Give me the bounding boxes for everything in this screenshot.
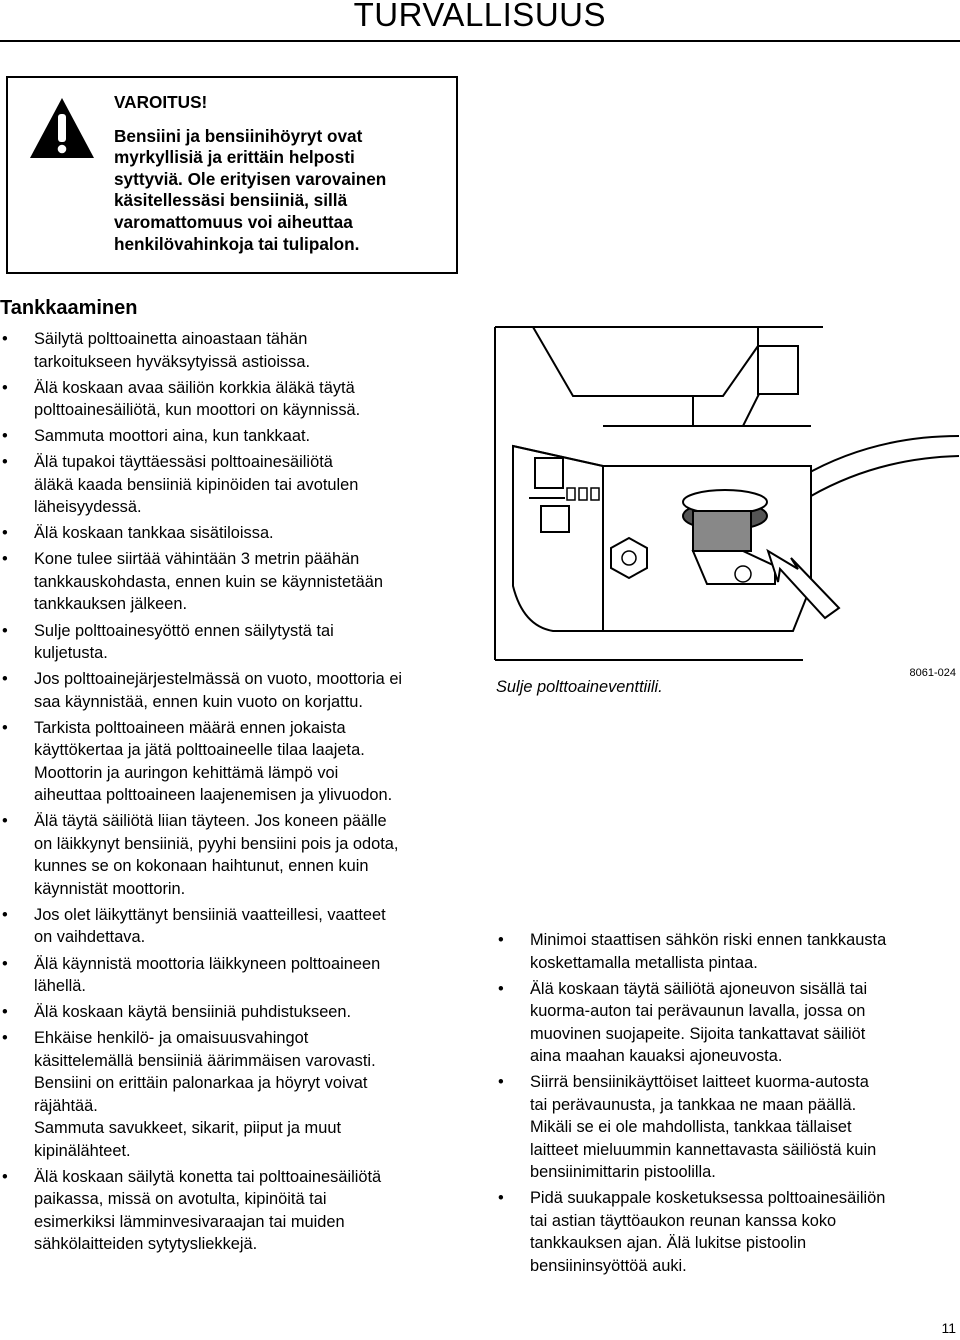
list-item-line: Älä koskaan täytä säiliötä ajoneuvon sisällä tai xyxy=(530,979,868,998)
list-item-line: tai astian täyttöaukon reunan kanssa koko xyxy=(530,1211,837,1230)
bullet-icon: • xyxy=(498,979,504,998)
list-item xyxy=(0,810,478,900)
warning-text xyxy=(114,92,454,255)
list-item xyxy=(0,328,478,373)
list-item xyxy=(0,904,478,949)
list-item-line: kunnes se on kokonaan haihtunut, ennen kuin xyxy=(34,857,369,876)
list-item-line: käsittelemällä bensiiniä äärimmäisen varovasti. xyxy=(34,1051,376,1070)
header-rule xyxy=(0,40,960,42)
list-item-line: Älä koskaan tankkaa sisätiloissa. xyxy=(34,524,274,543)
safety-list-right xyxy=(496,929,956,1281)
list-item-line: Älä koskaan käytä bensiiniä puhdistukseen. xyxy=(34,1003,352,1022)
list-item-line: tai perävaunusta, ja tankkaa ne maan päällä. xyxy=(530,1095,857,1114)
list-item-line: Sulje polttoainesyöttö ennen säilytystä tai xyxy=(34,621,334,640)
list-item-line: käyttökertaa ja jätä polttoaineelle tilaa laajeta. xyxy=(34,741,365,760)
list-item xyxy=(0,717,478,807)
warning-triangle-icon xyxy=(28,96,96,160)
list-item-line: polttoainesäiliötä, kun moottori on käynnissä. xyxy=(34,401,361,420)
list-item-line: tankkauksen ajan. Älä lukitse pistoolin xyxy=(530,1234,807,1253)
bullet-icon: • xyxy=(2,524,8,543)
list-item-line: aiheuttaa polttoaineen laajenemisen ja ylivuodon. xyxy=(34,786,393,805)
list-item-line: on vaihdettava. xyxy=(34,928,146,947)
list-item-line: koskettamalla metallista pintaa. xyxy=(530,953,758,972)
warning-line: käsitellessäsi bensiiniä, sillä xyxy=(114,190,348,211)
list-item-line: Ehkäise henkilö- ja omaisuusvahingot xyxy=(34,1029,309,1048)
list-item xyxy=(0,1001,478,1024)
warning-line: myrkyllisiä ja erittäin helposti xyxy=(114,147,355,168)
list-item-line: aina maahan kauaksi ajoneuvosta. xyxy=(530,1047,783,1066)
bullet-icon: • xyxy=(2,1167,8,1186)
bullet-icon: • xyxy=(498,1073,504,1092)
bullet-icon: • xyxy=(2,1029,8,1048)
list-item xyxy=(0,668,478,713)
list-item-line: Jos polttoainejärjestelmässä on vuoto, moottoria ei xyxy=(34,670,403,689)
list-item xyxy=(0,522,478,545)
figure-caption: Sulje polttoaineventtiili. xyxy=(496,678,663,696)
list-item xyxy=(0,548,478,616)
list-item xyxy=(496,978,956,1068)
warning-line: henkilövahinkoja tai tulipalon. xyxy=(114,233,360,254)
list-item-line: Pidä suukappale kosketuksessa polttoainesäiliön xyxy=(530,1189,886,1208)
list-item-line: sähkölaitteiden sytytysliekkejä. xyxy=(34,1235,258,1254)
list-item-line: Älä koskaan säilytä konetta tai polttoainesäiliötä xyxy=(34,1167,382,1186)
warning-box xyxy=(6,76,458,274)
list-item-line: Bensiini on erittäin palonarkaa ja höyryt voivat xyxy=(34,1074,368,1093)
bullet-icon: • xyxy=(2,670,8,689)
list-item xyxy=(0,953,478,998)
bullet-icon: • xyxy=(2,550,8,569)
list-item xyxy=(496,1187,956,1277)
list-item-line: paikassa, missä on avotulta, kipinöitä tai xyxy=(34,1190,327,1209)
list-item-line: Säilytä polttoainetta ainoastaan tähän xyxy=(34,330,308,348)
list-item-line: esimerkiksi lämminvesivaraajan tai muiden xyxy=(34,1212,345,1231)
bullet-icon: • xyxy=(2,812,8,831)
list-item-line: äläkä kaada bensiiniä kipinöiden tai avotulen xyxy=(34,475,359,494)
section-title: Tankkaaminen xyxy=(0,297,138,319)
list-item-line: käynnistät moottorin. xyxy=(34,879,186,898)
list-item-line: Jos olet läikyttänyt bensiiniä vaatteillesi, vaatteet xyxy=(34,905,386,924)
list-item-line: Kone tulee siirtää vähintään 3 metrin päähän xyxy=(34,550,360,569)
list-item-line: bensiininsyöttöä auki. xyxy=(530,1256,687,1275)
list-item-line: läheisyydessä. xyxy=(34,498,142,517)
list-item-line: Älä täytä säiliötä liian täyteen. Jos koneen päälle xyxy=(34,812,387,831)
list-item-line: Sammuta moottori aina, kun tankkaat. xyxy=(34,427,311,446)
page-number: 11 xyxy=(941,1320,956,1336)
list-item-line: kuljetusta. xyxy=(34,644,108,663)
bullet-icon: • xyxy=(2,427,8,446)
bullet-icon: • xyxy=(2,378,8,397)
bullet-icon: • xyxy=(2,954,8,973)
warning-line: syttyviä. Ole erityisen varovainen xyxy=(114,168,387,189)
list-item-line: Siirrä bensiinikäyttöiset laitteet kuorma-autosta xyxy=(530,1073,869,1092)
list-item-line: tankkauksen jälkeen. xyxy=(34,595,188,614)
bullet-icon: • xyxy=(2,330,8,348)
list-item xyxy=(496,929,956,974)
bullet-icon: • xyxy=(2,1003,8,1022)
list-item-line: Sammuta savukkeet, sikarit, piiput ja muut xyxy=(34,1119,341,1138)
warning-line: Bensiini ja bensiinihöyryt ovat xyxy=(114,125,363,146)
list-item-line: saa käynnistää, ennen kuin vuoto on korjattu. xyxy=(34,692,363,711)
list-item-line: Minimoi staattisen sähkön riski ennen tankkausta xyxy=(530,931,887,949)
list-item xyxy=(0,1027,478,1162)
list-item xyxy=(0,425,478,448)
list-item xyxy=(0,377,478,422)
bullet-icon: • xyxy=(2,453,8,472)
bullet-icon: • xyxy=(2,621,8,640)
bullet-icon: • xyxy=(498,931,504,949)
list-item-line: Mikäli se ei ole mahdollista, tankkaa tällaiset xyxy=(530,1118,852,1137)
list-item xyxy=(0,451,478,519)
bullet-icon: • xyxy=(2,905,8,924)
bullet-icon: • xyxy=(2,718,8,737)
list-item-line: tarkoitukseen hyväksytyissä astioissa. xyxy=(34,352,311,371)
bullet-icon: • xyxy=(498,1189,504,1208)
warning-title: VAROITUS! xyxy=(114,92,208,112)
list-item-line: lähellä. xyxy=(34,977,86,996)
list-item-line: muovinen suojapeite. Sijoita tankattavat säiliöt xyxy=(530,1024,866,1043)
list-item xyxy=(496,1071,956,1184)
list-item-line: tankkauskohdasta, ennen kuin se käynnistetään xyxy=(34,572,383,591)
list-item-line: Älä käynnistä moottoria läikkyneen polttoaineen xyxy=(34,954,381,973)
fuel-valve-illustration xyxy=(493,326,960,662)
list-item-line: Älä tupakoi täyttäessäsi polttoainesäiliötä xyxy=(34,453,333,472)
list-item-line: räjähtää. xyxy=(34,1096,98,1115)
safety-list-left xyxy=(0,328,478,1259)
list-item-line: kipinälähteet. xyxy=(34,1141,131,1160)
list-item-line: Tarkista polttoaineen määrä ennen jokaista xyxy=(34,718,346,737)
list-item-line: on läikkynyt bensiiniä, pyyhi bensiini pois ja odota, xyxy=(34,834,399,853)
figure-code: 8061-024 xyxy=(909,667,956,679)
list-item-line: Älä koskaan avaa säiliön korkkia äläkä täytä xyxy=(34,378,355,397)
list-item-line: kuorma-auton tai perävaunun lavalla, jossa on xyxy=(530,1002,866,1021)
warning-line: varomattomuus voi aiheuttaa xyxy=(114,211,353,232)
list-item xyxy=(0,620,478,665)
list-item-line: Moottorin ja auringon kehittämä lämpö voi xyxy=(34,763,339,782)
list-item-line: laitteet mieluummin kannettavasta säiliöstä kuin xyxy=(530,1140,877,1159)
list-item xyxy=(0,1166,478,1256)
list-item-line: bensiinimittarin pistoolilla. xyxy=(530,1163,716,1182)
page-header-title: TURVALLISUUS xyxy=(353,0,606,33)
